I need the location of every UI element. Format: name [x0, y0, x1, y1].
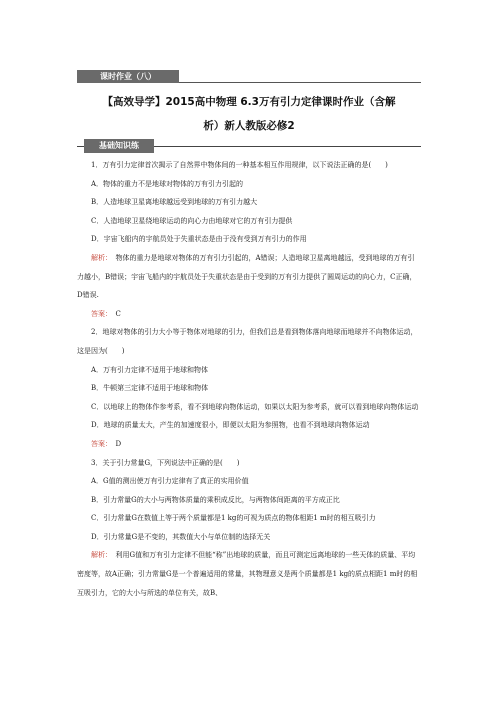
question-list: [77, 156, 421, 602]
question-option: D．宇宙飞船内的宇航员处于失重状态是由于没有受到万有引力的作用: [91, 235, 307, 244]
question-option: B．牛顿第三定律不适用于地球和物体: [91, 384, 209, 393]
question-option: A．万有引力定律不适用于地球和物体: [91, 365, 209, 374]
question-option: C．引力常量G在数值上等于两个质量都是1 kg的可视为质点的物体相距1 m时的相互吸引力: [91, 514, 376, 523]
answer-value: C: [108, 309, 121, 318]
title-line-1: 【高效导学】2015高中物理 6.3万有引力定律课时作业（含解: [102, 96, 396, 108]
question-option: C．人造地球卫星绕地球运动的向心力由地球对它的万有引力提供: [91, 216, 293, 225]
analysis-label: 解析：: [91, 551, 109, 560]
question-stem: 2．地球对物体的引力大小等于物体对地球的引力，但我们总是看到物体落向地球而地球并不向物体运动，这是因为( ): [77, 328, 418, 355]
analysis-text: 物体的重力是地球对物体的万有引力引起的，A错误；人造地球卫星离地越远，受到地球的万有引力越小，B错误；宇宙飞船内的宇航员处于失重状态是由于受到的万有引力提供了圆周运动的向心力，C正确，D错误.: [77, 253, 417, 300]
document-title: [77, 90, 421, 138]
title-line-2: 析）新人教版必修2: [203, 120, 295, 132]
answer: [77, 305, 421, 324]
homework-tag: 课时作业（八）: [77, 70, 179, 83]
question-option: B．人造地球卫星离地球越远受到地球的万有引力越大: [91, 198, 258, 207]
analysis: [77, 546, 421, 602]
question-option: D．引力常量G是不变的，其数值大小与单位制的选择无关: [91, 532, 271, 541]
question-option: D．地球的质量太大，产生的加速度很小，即便以太阳为参照物，也看不到地球向物体运动: [91, 421, 370, 430]
question-option: A．物体的重力不是地球对物体的万有引力引起的: [91, 179, 244, 188]
question-option: A．G值的测出使万有引力定律有了真正的实用价值: [91, 477, 249, 486]
analysis: [77, 249, 421, 305]
question-option: C．以地球上的物体作参考系，看不到地球向物体运动，如果以太阳为参考系，就可以看到地球向物体运动: [91, 402, 419, 411]
answer-value: D: [108, 439, 122, 448]
question-option: B．引力常量G的大小与两物体质量的乘积成反比，与两物体间距离的平方成正比: [91, 495, 340, 504]
answer: [77, 435, 421, 454]
section-label: 基础知识练: [84, 139, 154, 153]
question-stem: 3．关于引力常量G，下列说法中正确的是( ): [91, 458, 240, 467]
analysis-text: 利用G值和万有引力定律不但能“称”出地球的质量，而且可测定远离地球的一些天体的质量、平均密度等，故A正确；引力常量G是一个普遍适用的常量，其物理意义是两个质量都是1 kg的质点相距1 m时的相互吸引力，它的大小与所选的单位有关，故B、: [77, 551, 418, 597]
answer-label: 答案：: [91, 309, 109, 318]
answer-label: 答案：: [91, 439, 109, 448]
analysis-label: 解析：: [91, 253, 109, 262]
question-stem: 1．万有引力定律首次揭示了自然界中物体间的一种基本相互作用规律，以下说法正确的是( ): [91, 161, 388, 169]
